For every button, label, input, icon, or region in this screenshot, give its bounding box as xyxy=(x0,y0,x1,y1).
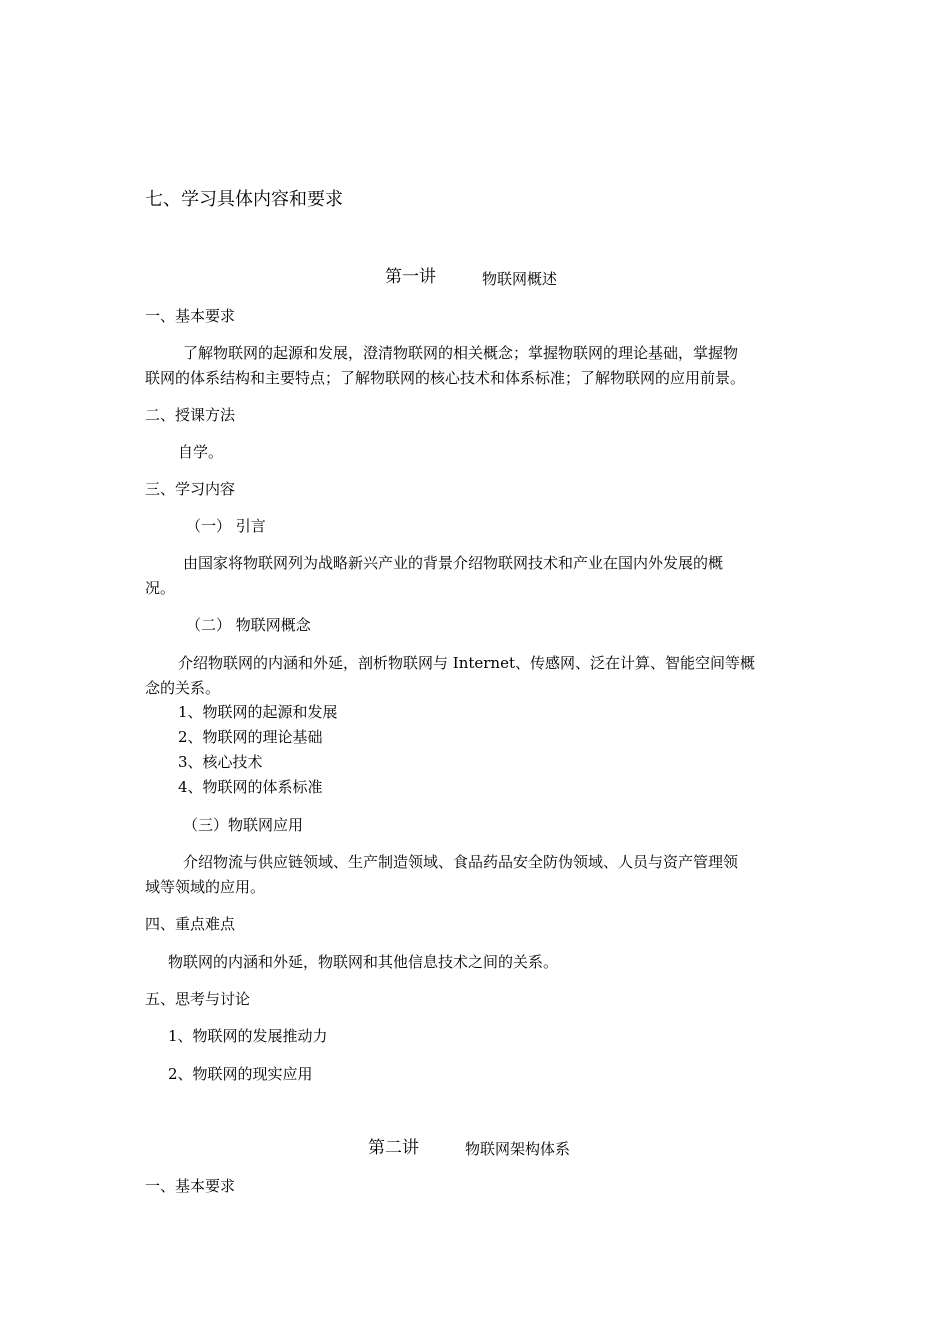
list-item: 2、物联网的理论基础 xyxy=(178,728,323,746)
list-item: 4、物联网的体系标准 xyxy=(178,778,323,796)
lecture1-part3-line2: 域等领域的应用。 xyxy=(145,878,266,896)
lecture1-teaching-text: 自学。 xyxy=(178,443,224,461)
lecture1-discussion-heading: 五、思考与讨论 xyxy=(145,990,251,1008)
list-item: 3、核心技术 xyxy=(178,753,263,771)
lecture2-title: 物联网架构体系 xyxy=(465,1140,571,1158)
lecture1-basic-req-heading: 一、基本要求 xyxy=(145,307,236,325)
lecture1-keypoints-text: 物联网的内涵和外延，物联网和其他信息技术之间的关系。 xyxy=(168,953,559,971)
list-item: 2、物联网的现实应用 xyxy=(168,1065,313,1083)
lecture2-number: 第二讲 xyxy=(368,1138,419,1158)
lecture1-title: 物联网概述 xyxy=(482,270,558,288)
lecture1-number: 第一讲 xyxy=(385,267,436,287)
list-item: 1、物联网的发展推动力 xyxy=(168,1027,328,1045)
lecture1-part1-line1: 由国家将物联网列为战略新兴产业的背景介绍物联网技术和产业在国内外发展的概 xyxy=(183,554,724,572)
lecture1-basic-req-line1: 了解物联网的起源和发展，澄清物联网的相关概念；掌握物联网的理论基础，掌握物 xyxy=(183,344,739,362)
lecture1-content-heading: 三、学习内容 xyxy=(145,480,236,498)
list-item: 1、物联网的起源和发展 xyxy=(178,703,338,721)
lecture1-part2-line2: 念的关系。 xyxy=(145,679,221,697)
lecture1-part3-line1: 介绍物流与供应链领域、生产制造领域、食品药品安全防伪领域、人员与资产管理领 xyxy=(183,853,739,871)
lecture1-part3-heading: （三）物联网应用 xyxy=(183,816,304,834)
lecture1-basic-req-line2: 联网的体系结构和主要特点；了解物联网的核心技术和体系标准；了解物联网的应用前景。 xyxy=(145,369,746,387)
section-heading: 七、学习具体内容和要求 xyxy=(145,189,343,210)
lecture1-part1-heading: （一） 引言 xyxy=(186,517,266,535)
lecture1-teaching-heading: 二、授课方法 xyxy=(145,406,236,424)
lecture1-part2-line1: 介绍物联网的内涵和外延，剖析物联网与 Internet、传感网、泛在计算、智能空间等概 xyxy=(178,654,755,672)
lecture2-basic-req-heading: 一、基本要求 xyxy=(145,1177,236,1195)
lecture1-part2-heading: （二） 物联网概念 xyxy=(186,616,311,634)
lecture1-part1-line2: 况。 xyxy=(145,579,176,597)
lecture1-keypoints-heading: 四、重点难点 xyxy=(145,915,236,933)
